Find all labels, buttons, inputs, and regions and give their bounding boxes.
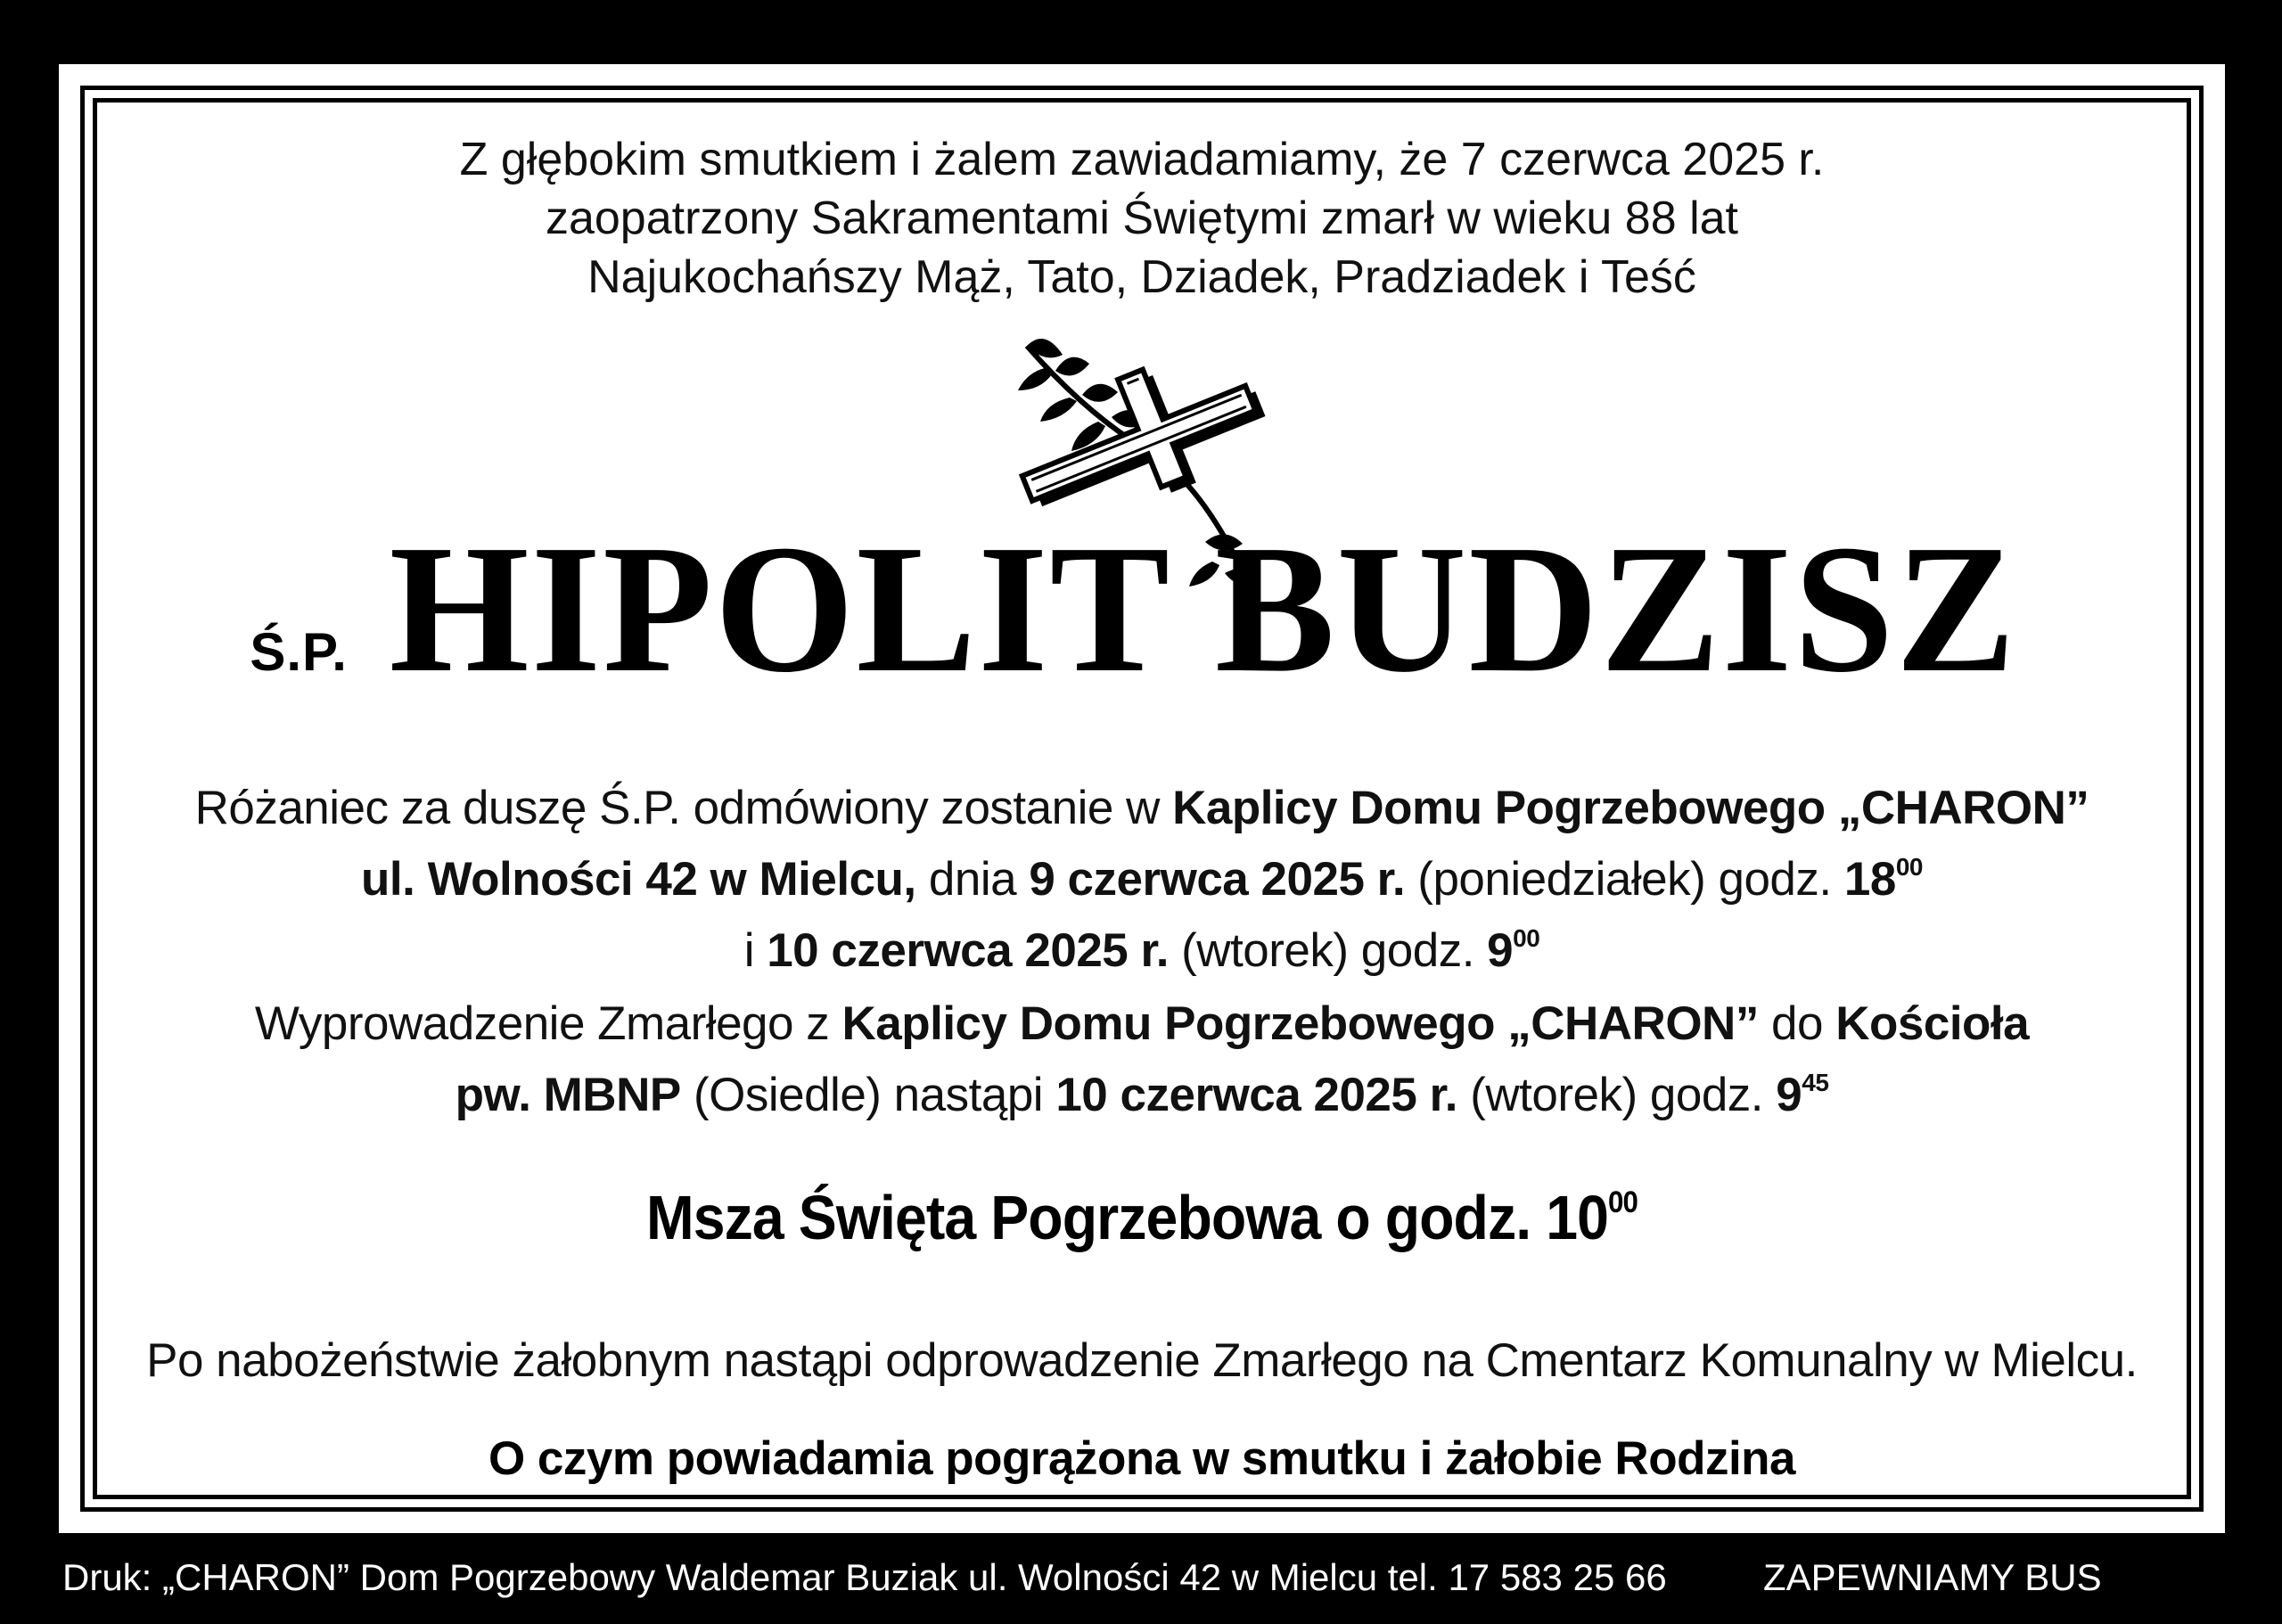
procession-line-1: Wyprowadzenie Zmarłego z Kaplicy Domu Pogrzebowego „CHARON” do Kościoła xyxy=(254,997,2030,1050)
deceased-name: HIPOLIT BUDZISZ xyxy=(389,506,2018,710)
funeral-mass-line: Msza Święta Pogrzebowa o godz. $10^{00}$ xyxy=(646,1183,1638,1252)
rosary-line-1: Różaniec za duszę Ś.P. odmówiony zostanie w Kaplicy Domu Pogrzebowego „CHARON” xyxy=(194,782,2089,834)
intro-line-1: Z głębokim smutkiem i żalem zawiadamiamy, że 7 czerwca 2025 r. xyxy=(459,134,1825,185)
after-service-line: Po nabożeństwie żałobnym nastąpi odprowadzenie Zmarłego na Cmentarz Komunalny w Mielcu. xyxy=(146,1334,2138,1387)
deceased-name-row xyxy=(100,506,2184,710)
name-prefix: Ś.P. xyxy=(250,622,348,682)
intro-line-2: zaopatrzony Sakramentami Świętymi zmarł w wieku 88 lat xyxy=(545,193,1739,244)
rosary-line-2: ul. Wolności 42 w Mielcu, dnia 9 czerwca 2025 r. (poniedziałek) godz. $18^{00}$ xyxy=(361,853,1923,906)
procession-line-2: pw. MBNP (Osiedle) nastąpi 10 czerwca 2025 r. (wtorek) godz. $9^{45}$ xyxy=(455,1069,1829,1121)
rosary-line-3: i 10 czerwca 2025 r. (wtorek) godz. $9^{00}$ xyxy=(743,924,1540,977)
bus-note: ZAPEWNIAMY BUS xyxy=(1763,1556,2102,1598)
obituary-content xyxy=(100,105,2184,1492)
printer-info: Druk: „CHARON” Dom Pogrzebowy Waldemar Buziak ul. Wolności 42 w Mielcu tel. 17 583 25 66 xyxy=(62,1556,1667,1598)
footer xyxy=(0,1551,2282,1613)
intro-line-3: Najukochańszy Mąż, Tato, Dziadek, Pradziadek i Teść xyxy=(587,251,1696,303)
family-note: O czym powiadamia pogrążona w smutku i żałobie Rodzina xyxy=(488,1432,1796,1485)
